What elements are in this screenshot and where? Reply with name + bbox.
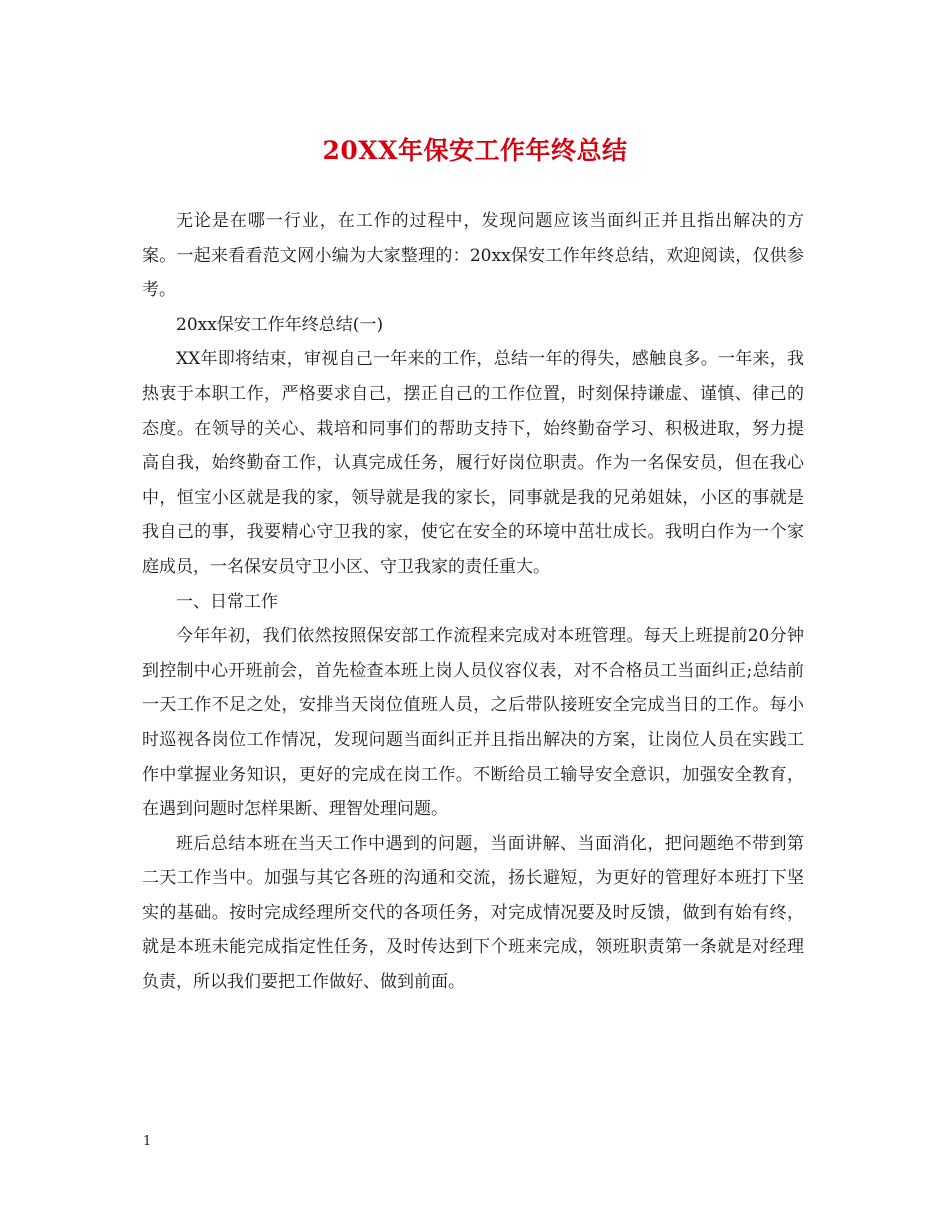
paragraph-daily-work: 今年年初，我们依然按照保安部工作流程来完成对本班管理。每天上班提前20分钟到控制中心开班前会，首先检查本班上岗人员仪容仪表，对不合格员工当面纠正;总结前一天工作不足之处，安排当天岗位值班人员，之后带队接班安全完成当日的工作。每小时巡视各岗位工作情况，发现问题当面纠正并且指出解决的方案，让岗位人员在实践工作中掌握业务知识，更好的完成在岗工作。不断给员工输导安全意识，加强安全教育，在遇到问题时怎样果断、理智处理问题。 <box>142 626 804 820</box>
document-title: 20XX年保安工作年终总结 <box>322 136 628 165</box>
section-heading-part-one: 20xx保安工作年终总结(一) <box>176 314 384 335</box>
paragraph-year-review: XX年即将结束，审视自己一年来的工作，总结一年的得失，感触良多。一年来，我热衷于本职工作，严格要求自己，摆正自己的工作位置，时刻保持谦虚、谨慎、律己的态度。在领导的关心、栽培和同事们的帮助支持下，始终勤奋学习、积极进取，努力提高自我，始终勤奋工作，认真完成任务，履行好岗位职责。作为一名保安员，但在我心中，恒宝小区就是我的家，领导就是我的家长，同事就是我的兄弟姐妹，小区的事就是我自己的事，我要精心守卫我的家，使它在安全的环境中茁壮成长。我明白作为一个家庭成员，一名保安员守卫小区、守卫我家的责任重大。 <box>142 349 804 577</box>
page-number: 1 <box>143 1134 152 1149</box>
document-body <box>142 204 804 1000</box>
section-heading-daily-work: 一、日常工作 <box>176 591 278 612</box>
paragraph-intro: 无论是在哪一行业，在工作的过程中，发现问题应该当面纠正并且指出解决的方案。一起来看看范文网小编为大家整理的：20xx保安工作年终总结，欢迎阅读，仅供参考。 <box>142 211 804 301</box>
paragraph-after-shift: 班后总结本班在当天工作中遇到的问题，当面讲解、当面消化，把问题绝不带到第二天工作当中。加强与其它各班的沟通和交流，扬长避短，为更好的管理好本班打下坚实的基础。按时完成经理所交代的各项任务，对完成情况要及时反馈，做到有始有终，就是本班未能完成指定性任务，及时传达到下个班来完成，领班职责第一条就是对经理负责，所以我们要把工作做好、做到前面。 <box>142 833 804 993</box>
